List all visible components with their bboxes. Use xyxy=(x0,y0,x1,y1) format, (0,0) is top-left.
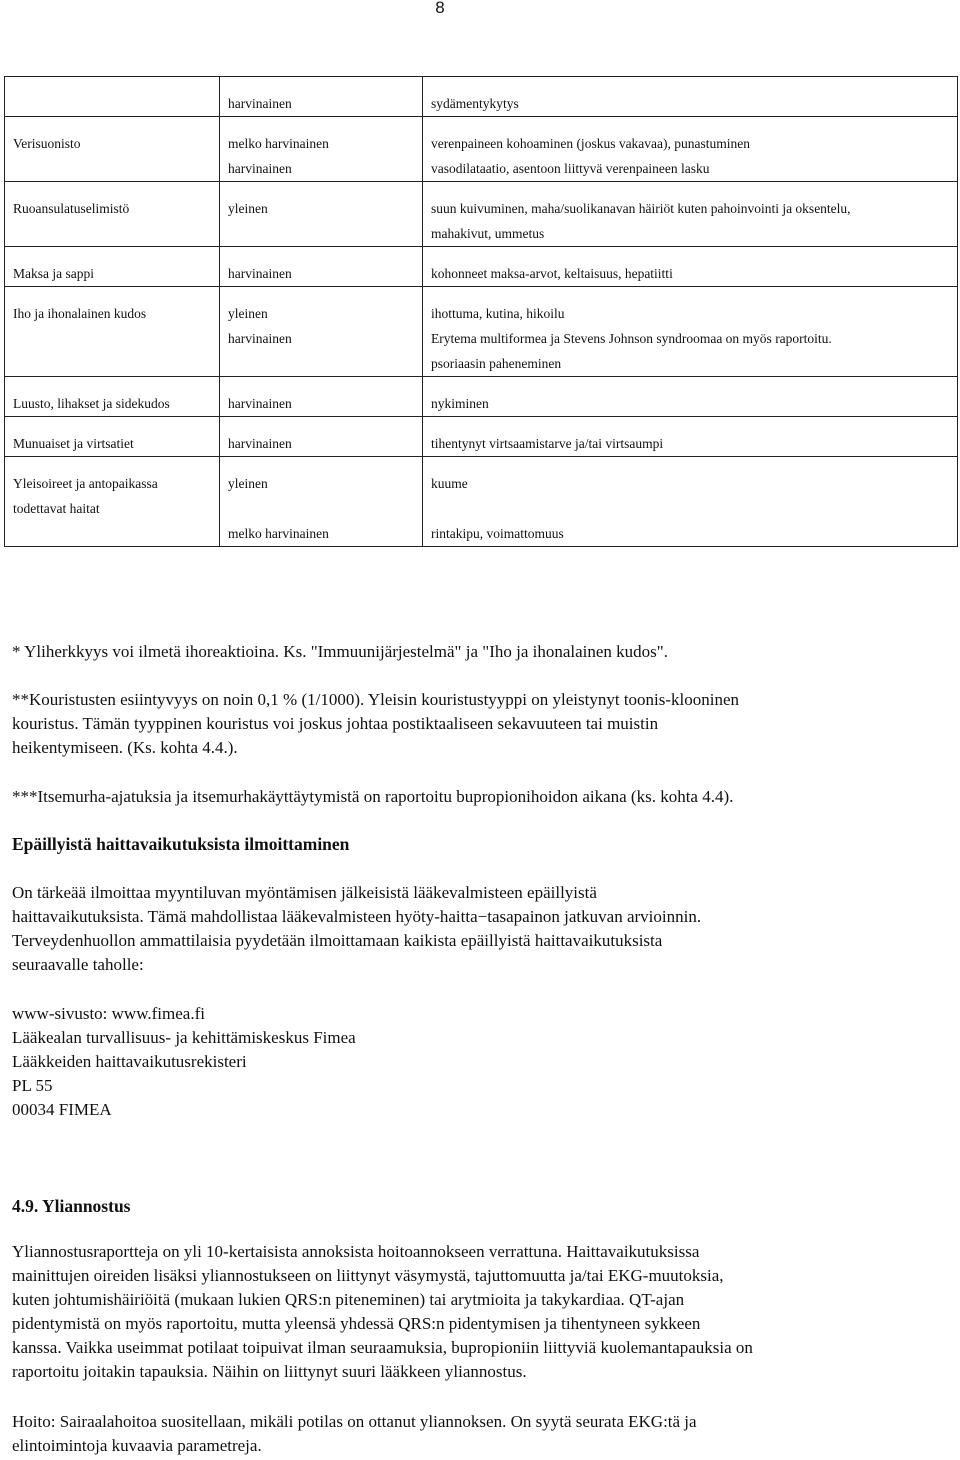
effect-cell: nykiminen xyxy=(423,391,958,417)
footnote-seizures xyxy=(12,688,912,760)
frequency-cell: melko harvinainen xyxy=(220,131,423,156)
address-line: 00034 FIMEA xyxy=(12,1100,112,1119)
organ-cell xyxy=(5,221,220,247)
effect-cell: sydämentykytys xyxy=(423,91,958,117)
organ-cell: Yleisoireet ja antopaikassa xyxy=(5,471,220,496)
organ-cell xyxy=(5,156,220,182)
adverse-effects-table xyxy=(4,76,958,547)
effect-cell: kohonneet maksa-arvot, keltaisuus, hepatiitti xyxy=(423,261,958,287)
address-line: Lääkealan turvallisuus- ja kehittämiskeskus Fimea xyxy=(12,1028,356,1047)
table-row xyxy=(5,521,958,547)
effect-cell: mahakivut, ummetus xyxy=(423,221,958,247)
organ-cell: Maksa ja sappi xyxy=(5,261,220,287)
effect-cell: Erytema multiformea ja Stevens Johnson syndroomaa on myös raportoitu. xyxy=(423,326,958,351)
effect-cell: tihentynyt virtsaamistarve ja/tai virtsaumpi xyxy=(423,431,958,457)
effect-cell: ihottuma, kutina, hikoilu xyxy=(423,301,958,326)
frequency-cell xyxy=(220,221,423,247)
table-spacer xyxy=(5,247,958,262)
organ-cell xyxy=(5,91,220,117)
note-text: ***Itsemurha-ajatuksia ja itsemurhakäyttäytymistä on raportoitu bupropionihoidon aikana (ks. kohta 4.4). xyxy=(12,787,734,806)
table-row xyxy=(5,156,958,182)
overdose-paragraph xyxy=(12,1240,912,1384)
table-row xyxy=(5,221,958,247)
note-text: **Kouristusten esiintyvyys on noin 0,1 % (1/1000). Yleisin kouristustyyppi on yleistynyt toonis-klooninen xyxy=(12,690,740,709)
paragraph-line: kanssa. Vaikka useimmat potilaat toipuivat ilman seuraamuksia, bupropioniin liittyviä kuolemantapauksia on xyxy=(12,1338,753,1357)
note-text: kouristus. Tämän tyyppinen kouristus voi joskus johtaa postiktaaliseen sekavuuteen tai muistin xyxy=(12,714,659,733)
table-row xyxy=(5,301,958,326)
table-row xyxy=(5,431,958,457)
organ-cell xyxy=(5,326,220,351)
reporting-heading: Epäillyistä haittavaikutuksista ilmoittaminen xyxy=(12,834,350,854)
note-text: * Yliherkkyys voi ilmetä ihoreaktioina. Ks. "Immuunijärjestelmä" ja "Iho ja ihonalainen kudos". xyxy=(12,642,668,661)
table-row xyxy=(5,351,958,377)
table-row xyxy=(5,471,958,496)
table-spacer xyxy=(5,457,958,472)
paragraph-line: kuten johtumishäiriöitä (mukaan lukien QRS:n piteneminen) tai arytmioita ja takykardiaa. QT-ajan xyxy=(12,1290,685,1309)
paragraph-line: mainittujen oireiden lisäksi yliannostukseen on liittynyt väsymystä, tajuttomuutta ja/tai EKG-muutoksia, xyxy=(12,1266,724,1285)
paragraph-line: On tärkeää ilmoittaa myyntiluvan myöntämisen jälkeisistä lääkevalmisteen epäillyistä xyxy=(12,883,597,902)
table-spacer xyxy=(5,117,958,132)
effect-cell: psoriaasin paheneminen xyxy=(423,351,958,377)
organ-cell: todettavat haitat xyxy=(5,496,220,521)
organ-cell: Luusto, lihakset ja sidekudos xyxy=(5,391,220,417)
paragraph-line: Yliannostusraportteja on yli 10-kertaisista annoksista hoitoannokseen verrattuna. Haittavaikutuksissa xyxy=(12,1242,700,1261)
table-row xyxy=(5,196,958,221)
overdose-heading: 4.9. Yliannostus xyxy=(12,1196,131,1216)
organ-cell xyxy=(5,351,220,377)
table-row xyxy=(5,261,958,287)
paragraph-line: pidentymistä on myös raportoitu, mutta yleensä yhdessä QRS:n pidentymisen ja tihentyneen sykkeen xyxy=(12,1314,701,1333)
effect-cell: rintakipu, voimattomuus xyxy=(423,521,958,547)
treatment-paragraph xyxy=(12,1410,912,1458)
frequency-cell: harvinainen xyxy=(220,156,423,182)
frequency-cell: harvinainen xyxy=(220,431,423,457)
note-text: heikentymiseen. (Ks. kohta 4.4.). xyxy=(12,738,238,757)
table-row xyxy=(5,91,958,117)
frequency-cell: yleinen xyxy=(220,301,423,326)
frequency-cell xyxy=(220,351,423,377)
frequency-cell: yleinen xyxy=(220,471,423,496)
table-spacer xyxy=(5,377,958,392)
paragraph-line: Terveydenhuollon ammattilaisia pyydetään ilmoittamaan kaikista epäillyistä haittavaikutuksista xyxy=(12,931,663,950)
footnote-suicidality xyxy=(12,785,912,809)
address-line: www-sivusto: www.fimea.fi xyxy=(12,1004,205,1023)
frequency-cell: harvinainen xyxy=(220,391,423,417)
table-spacer xyxy=(5,77,958,92)
reporting-paragraph xyxy=(12,881,912,977)
table-row xyxy=(5,326,958,351)
organ-cell: Iho ja ihonalainen kudos xyxy=(5,301,220,326)
address-line: Lääkkeiden haittavaikutusrekisteri xyxy=(12,1052,247,1071)
frequency-cell: melko harvinainen xyxy=(220,521,423,547)
frequency-cell xyxy=(220,496,423,521)
table-row xyxy=(5,496,958,521)
table-spacer xyxy=(5,287,958,302)
organ-cell: Munuaiset ja virtsatiet xyxy=(5,431,220,457)
table-row xyxy=(5,131,958,156)
reporting-address xyxy=(12,1002,912,1122)
frequency-cell: yleinen xyxy=(220,196,423,221)
page-number: 8 xyxy=(435,0,445,17)
paragraph-line: seuraavalle taholle: xyxy=(12,955,144,974)
frequency-cell: harvinainen xyxy=(220,261,423,287)
table-row xyxy=(5,391,958,417)
paragraph-line: Hoito: Sairaalahoitoa suositellaan, mikäli potilas on ottanut yliannoksen. On syytä seurata EKG:tä ja xyxy=(12,1412,697,1431)
paragraph-line: raportoitu joitakin tapauksia. Näihin on liittynyt suuri lääkkeen yliannostus. xyxy=(12,1362,527,1381)
effect-cell: verenpaineen kohoaminen (joskus vakavaa), punastuminen xyxy=(423,131,958,156)
paragraph-line: elintoimintoja kuvaavia parametreja. xyxy=(12,1436,262,1455)
organ-cell: Verisuonisto xyxy=(5,131,220,156)
effect-cell: suun kuivuminen, maha/suolikanavan häiriöt kuten pahoinvointi ja oksentelu, xyxy=(423,196,958,221)
effect-cell xyxy=(423,496,958,521)
organ-cell xyxy=(5,521,220,547)
effect-cell: kuume xyxy=(423,471,958,496)
frequency-cell: harvinainen xyxy=(220,91,423,117)
paragraph-line: haittavaikutuksista. Tämä mahdollistaa lääkevalmisteen hyöty-haitta−tasapainon jatkuvan arvioinnin. xyxy=(12,907,702,926)
footnote-hypersensitivity xyxy=(12,640,912,664)
address-line: PL 55 xyxy=(12,1076,53,1095)
effect-cell: vasodilataatio, asentoon liittyvä verenpaineen lasku xyxy=(423,156,958,182)
table-spacer xyxy=(5,417,958,432)
frequency-cell: harvinainen xyxy=(220,326,423,351)
table-spacer xyxy=(5,182,958,197)
organ-cell: Ruoansulatuselimistö xyxy=(5,196,220,221)
